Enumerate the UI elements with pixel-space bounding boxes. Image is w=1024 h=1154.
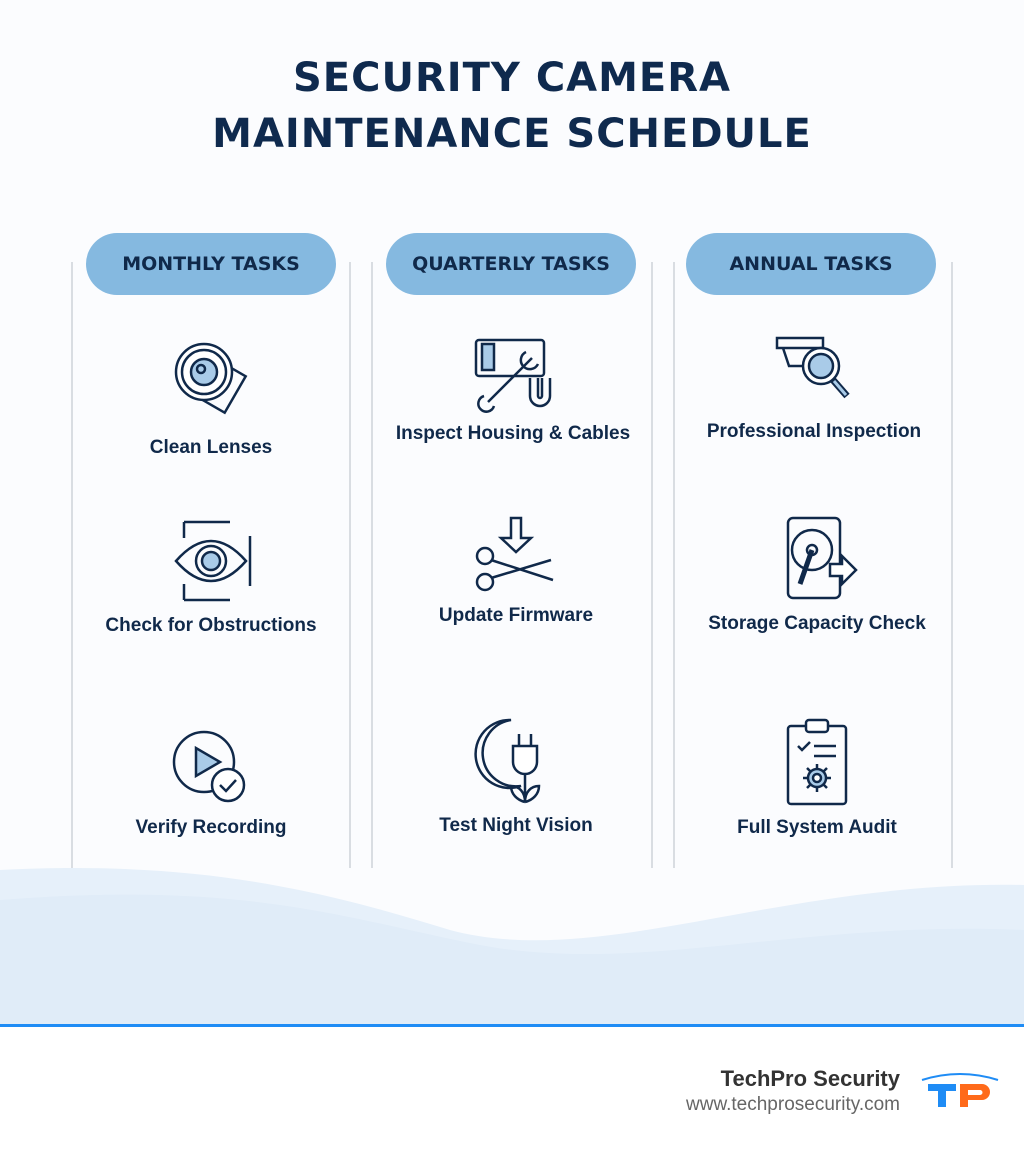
company-name: TechPro Security	[720, 1066, 900, 1091]
task-professional-inspection	[684, 334, 944, 444]
task-label: Check for Obstructions	[105, 615, 317, 636]
clipboard-gear-icon	[772, 718, 862, 808]
task-storage-capacity	[687, 514, 947, 636]
task-label: Verify Recording	[135, 817, 287, 838]
annual-header: ANNUAL TASKS	[686, 233, 936, 295]
lens-cloth-icon	[166, 338, 256, 428]
task-full-system-audit	[687, 718, 947, 840]
quarterly-header: QUARTERLY TASKS	[386, 233, 636, 295]
task-update-firmware	[386, 516, 646, 628]
download-icon	[471, 516, 561, 596]
moon-plug-icon	[471, 716, 561, 806]
task-label: Full System Audit	[737, 817, 897, 838]
brand	[686, 1066, 900, 1116]
play-check-icon	[166, 728, 256, 808]
title-line-2: MAINTENANCE SCHEDULE	[212, 111, 812, 157]
hard-drive-icon	[772, 514, 862, 604]
task-label: Clean Lenses	[149, 437, 273, 458]
divider	[951, 262, 953, 868]
task-label: Storage Capacity Check	[708, 613, 926, 634]
task-label: Update Firmware	[438, 605, 594, 626]
task-test-night-vision	[386, 716, 646, 838]
task-label: Test Night Vision	[439, 815, 593, 836]
divider	[673, 262, 675, 868]
divider	[349, 262, 351, 868]
title-line-1: SECURITY CAMERA	[292, 55, 732, 101]
task-label: Professional Inspection	[706, 421, 922, 442]
company-url[interactable]: www.techprosecurity.com	[686, 1094, 900, 1115]
task-label: Inspect Housing & Cables	[395, 423, 631, 444]
techpro-logo	[920, 1070, 1000, 1110]
divider	[371, 262, 373, 868]
page-title	[0, 50, 1024, 162]
wrench-cable-icon	[468, 336, 558, 414]
divider	[71, 262, 73, 868]
task-verify-recording	[81, 728, 341, 840]
task-inspect-housing	[383, 336, 643, 446]
eye-icon	[166, 516, 256, 606]
magnifier-camera-icon	[769, 334, 859, 412]
monthly-header: MONTHLY TASKS	[86, 233, 336, 295]
task-check-obstructions	[81, 516, 341, 638]
background-wave	[0, 860, 1024, 1026]
divider	[651, 262, 653, 868]
task-clean-lenses	[81, 338, 341, 460]
